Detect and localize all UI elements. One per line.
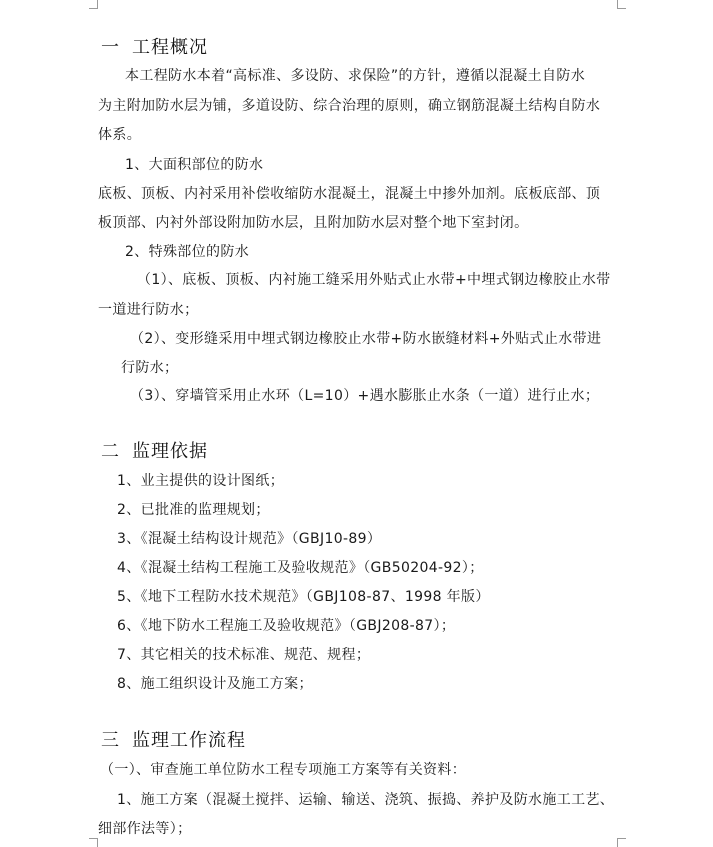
list-item: 2、已批准的监理规划； [117, 502, 270, 518]
subheading: 1、大面积部位的防水 [125, 157, 264, 173]
paragraph-line: 1、施工方案（混凝土搅拌、运输、输送、浇筑、振捣、养护及防水施工工艺、 [117, 792, 615, 808]
section-heading [101, 440, 208, 464]
crop-mark [617, 838, 618, 847]
crop-mark [617, 838, 626, 839]
section-number: 一 [101, 37, 120, 58]
section-heading [101, 36, 208, 60]
crop-mark [617, 0, 618, 8]
paragraph-line: 行防水； [121, 360, 179, 376]
crop-mark [97, 0, 98, 8]
list-item: 5、《地下工程防水技术规范》（GBJ108-87、1998 年版） [117, 589, 490, 605]
paragraph-line: 一道进行防水； [98, 302, 199, 318]
paragraph-line: 本工程防水本着“高标准、多设防、求保险”的方针，遵循以混凝土自防水 [125, 68, 586, 84]
crop-mark [89, 838, 98, 839]
paragraph-line: 体系。 [98, 127, 142, 143]
paragraph-line: （一）、审查施工单位防水工程专项施工方案等有关资料： [100, 762, 467, 778]
list-item: 1、业主提供的设计图纸； [117, 473, 285, 489]
section-heading [101, 729, 246, 753]
paragraph-line: 为主附加防水层为铺，多道设防、综合治理的原则，确立钢筋混凝土结构自防水 [98, 98, 601, 114]
section-title: 工程概况 [132, 37, 208, 58]
section-number: 二 [101, 441, 120, 462]
crop-mark [97, 838, 98, 847]
paragraph-line: 板顶部、内衬外部设附加防水层，且附加防水层对整个地下室封闭。 [98, 215, 529, 231]
paragraph-line: （2）、变形缝采用中埋式钢边橡胶止水带+防水嵌缝材料+外贴式止水带进 [130, 331, 602, 347]
list-item: 7、其它相关的技术标准、规范、规程； [117, 647, 371, 663]
paragraph-line: 底板、顶板、内衬采用补偿收缩防水混凝土，混凝土中掺外加剂。底板底部、顶 [98, 186, 601, 202]
paragraph-line: 细部作法等）； [98, 821, 192, 837]
list-item: 8、施工组织设计及施工方案； [117, 676, 313, 692]
subheading: 2、特殊部位的防水 [125, 244, 250, 260]
crop-mark [617, 8, 626, 9]
crop-mark [89, 8, 98, 9]
list-item: 6、《地下防水工程施工及验收规范》（GBJ208-87）； [117, 618, 456, 634]
paragraph-line: （3）、穿墙管采用止水环（L=10）+遇水膨胀止水条（一道）进行止水； [130, 388, 600, 404]
list-item: 4、《混凝土结构工程施工及验收规范》（GB50204-92）； [117, 560, 484, 576]
paragraph-line: （1）、底板、顶板、内衬施工缝采用外贴式止水带+中埋式钢边橡胶止水带 [137, 272, 611, 288]
section-title: 监理工作流程 [132, 730, 246, 751]
list-item: 3、《混凝土结构设计规范》（GBJ10-89） [117, 531, 382, 547]
section-number: 三 [101, 730, 120, 751]
section-title: 监理依据 [132, 441, 208, 462]
